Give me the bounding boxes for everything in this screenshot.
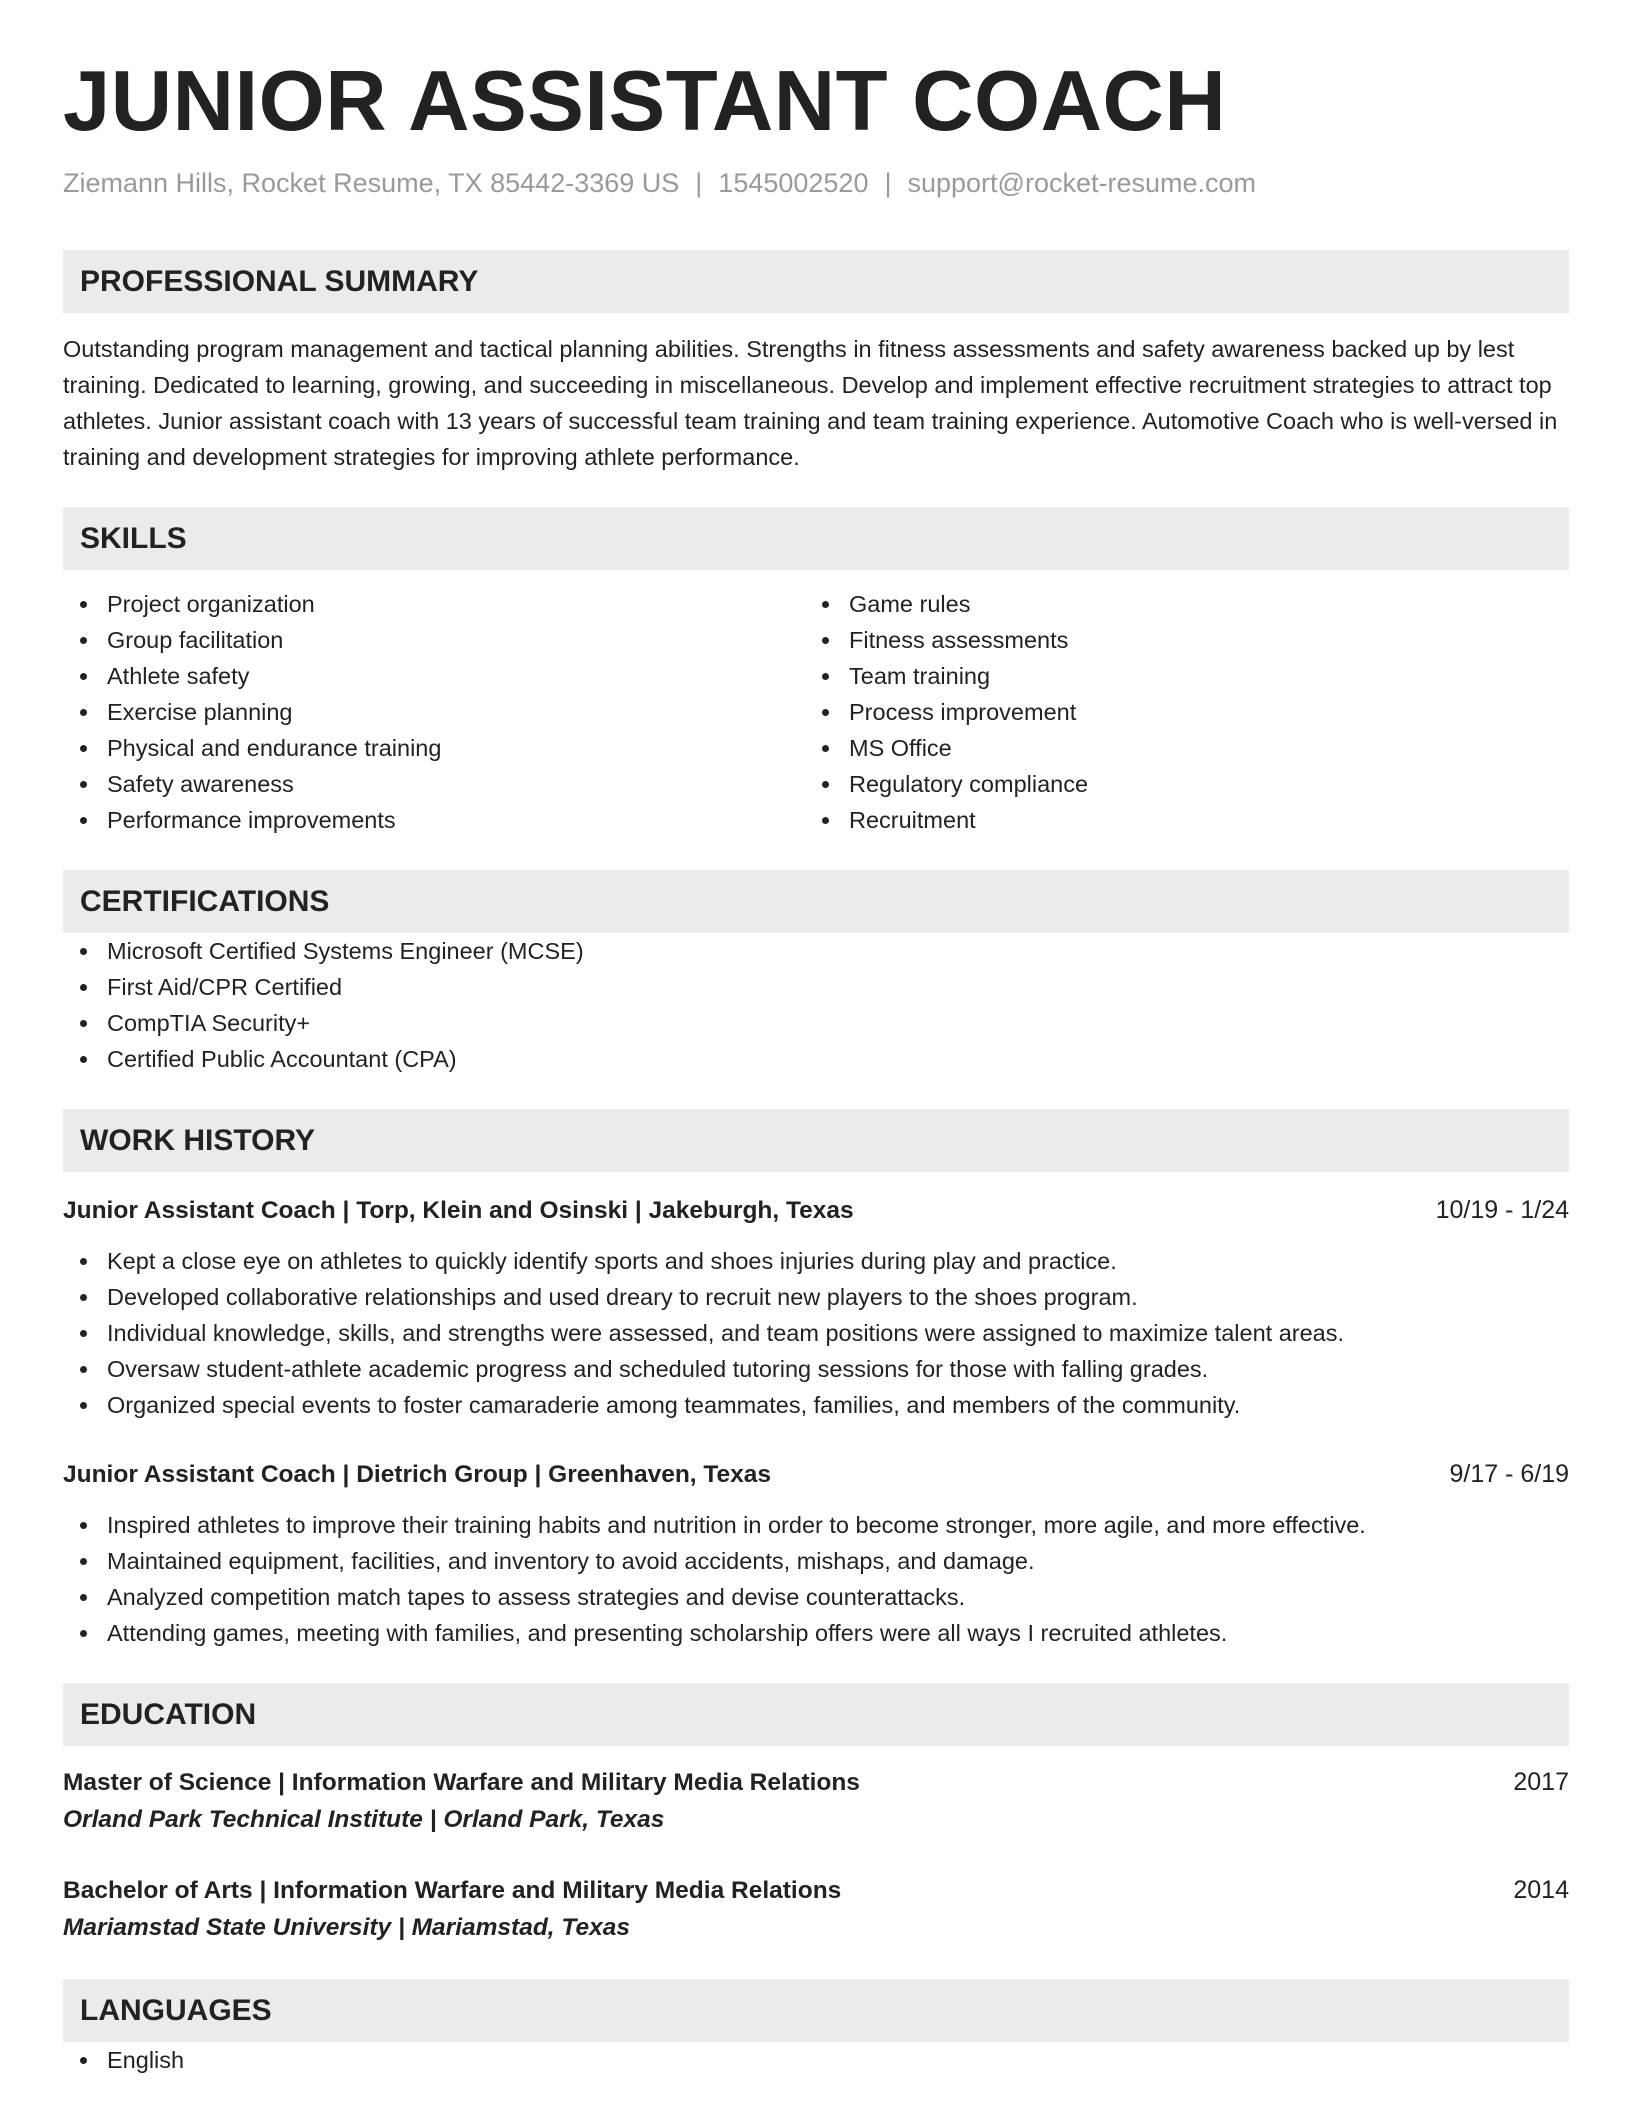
- skill-item: Process improvement: [805, 694, 1547, 730]
- job-entry: [63, 1456, 1569, 1651]
- section-heading-education: EDUCATION: [63, 1683, 1569, 1746]
- education-entry: [63, 1872, 1569, 1947]
- contact-email: support@rocket-resume.com: [907, 168, 1257, 198]
- job-title: Junior Assistant Coach | Dietrich Group | Greenhaven, Texas: [63, 1461, 772, 1488]
- graduation-year: 2017: [1513, 1768, 1569, 1796]
- certification-item: CompTIA Security+: [63, 1005, 1569, 1041]
- skill-item: Regulatory compliance: [805, 766, 1547, 802]
- skill-item: Athlete safety: [63, 658, 805, 694]
- section-heading-summary: PROFESSIONAL SUMMARY: [63, 250, 1569, 313]
- job-bullets: [63, 1243, 1569, 1423]
- language-item: English: [63, 2042, 1569, 2078]
- section-heading-skills: SKILLS: [63, 507, 1569, 570]
- skill-item: Exercise planning: [63, 694, 805, 730]
- degree: Master of Science | Information Warfare and Military Media Relations: [63, 1769, 860, 1796]
- certification-item: Microsoft Certified Systems Engineer (MCSE): [63, 933, 1569, 969]
- education-entry: [63, 1764, 1569, 1839]
- contact-phone: 1545002520: [718, 168, 869, 198]
- section-heading-certifications: CERTIFICATIONS: [63, 870, 1569, 933]
- certification-item: Certified Public Accountant (CPA): [63, 1041, 1569, 1077]
- languages-list: [63, 2042, 1569, 2078]
- graduation-year: 2014: [1513, 1876, 1569, 1904]
- job-bullet: Maintained equipment, facilities, and inventory to avoid accidents, mishaps, and damage.: [63, 1543, 1569, 1579]
- education-header: [63, 1764, 1569, 1801]
- job-bullet: Oversaw student-athlete academic progress and scheduled tutoring sessions for those with falling grades.: [63, 1351, 1569, 1387]
- job-title: Junior Assistant Coach | Torp, Klein and Osinski | Jakeburgh, Texas: [63, 1197, 854, 1224]
- job-dates: 9/17 - 6/19: [1449, 1460, 1569, 1488]
- skill-item: Project organization: [63, 586, 805, 622]
- skill-item: Physical and endurance training: [63, 730, 805, 766]
- contact-separator: |: [884, 168, 892, 198]
- skill-item: Game rules: [805, 586, 1547, 622]
- job-bullets: [63, 1507, 1569, 1651]
- skill-item: Fitness assessments: [805, 622, 1547, 658]
- job-dates: 10/19 - 1/24: [1435, 1196, 1569, 1224]
- candidate-name: JUNIOR ASSISTANT COACH: [63, 54, 1227, 149]
- job-bullet: Organized special events to foster camaraderie among teammates, families, and members of the community.: [63, 1387, 1569, 1423]
- job-header: [63, 1456, 1569, 1493]
- job-bullet: Kept a close eye on athletes to quickly identify sports and shoes injuries during play and practice.: [63, 1243, 1569, 1279]
- job-bullet: Analyzed competition match tapes to assess strategies and devise counterattacks.: [63, 1579, 1569, 1615]
- degree: Bachelor of Arts | Information Warfare and Military Media Relations: [63, 1877, 842, 1904]
- contact-address: Ziemann Hills, Rocket Resume, TX 85442-3369 US: [63, 168, 680, 198]
- job-bullet: Individual knowledge, skills, and strengths were assessed, and team positions were assigned to maximize talent areas.: [63, 1315, 1569, 1351]
- section-heading-work-history: WORK HISTORY: [63, 1109, 1569, 1172]
- skills-list-left: [63, 586, 805, 838]
- job-bullet: Attending games, meeting with families, and presenting scholarship offers were all ways I recruited athletes.: [63, 1615, 1569, 1651]
- job-bullet: Developed collaborative relationships and used dreary to recruit new players to the shoes program.: [63, 1279, 1569, 1315]
- skills-grid: [63, 586, 1569, 838]
- certifications-list: [63, 933, 1569, 1077]
- contact-line: [63, 166, 1569, 200]
- skill-item: Safety awareness: [63, 766, 805, 802]
- job-header: [63, 1192, 1569, 1229]
- job-entry: [63, 1192, 1569, 1423]
- skill-item: Performance improvements: [63, 802, 805, 838]
- skill-item: Team training: [805, 658, 1547, 694]
- section-heading-languages: LANGUAGES: [63, 1979, 1569, 2042]
- contact-separator: |: [695, 168, 703, 198]
- skill-item: Recruitment: [805, 802, 1547, 838]
- skill-item: Group facilitation: [63, 622, 805, 658]
- institution: Orland Park Technical Institute | Orland Park, Texas: [63, 1806, 665, 1833]
- institution: Mariamstad State University | Mariamstad, Texas: [63, 1914, 630, 1941]
- certification-item: First Aid/CPR Certified: [63, 969, 1569, 1005]
- skills-list-right: [805, 586, 1547, 838]
- education-header: [63, 1872, 1569, 1909]
- job-bullet: Inspired athletes to improve their training habits and nutrition in order to become stronger, more agile, and more effective.: [63, 1507, 1569, 1543]
- summary-text: Outstanding program management and tactical planning abilities. Strengths in fitness assessments and safety awareness backed up by lest training. Dedicated to learning, growing, and succeeding in miscellaneous. Develop and implement effective recruitment strategies to attract top athletes. Junior assistant coach with 13 years of successful team training and team training experience. Automotive Coach who is well-versed in training and development strategies for improving athlete performance.: [63, 336, 1558, 470]
- skill-item: MS Office: [805, 730, 1547, 766]
